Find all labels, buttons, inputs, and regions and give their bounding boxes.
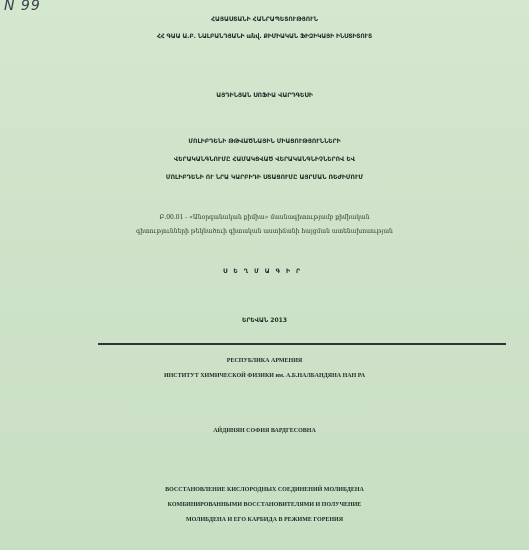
armenian-author: ԱՅԴԻՆՅԱՆ ՍՈՖԻԱ ՎԱՐԴԳԵՍԻ (216, 92, 313, 99)
armenian-title-line-3: ՄՈԼԻԲԴԵՆԻ ՈՒ ՆՐԱ ԿԱՐԲԻԴԻ ՍՏԱՑՈՒՄԸ ԱՅՐՄԱՆ ՌԵԺԻՄՈՒՄ (165, 174, 364, 181)
handwritten-corner-mark: N 99 (4, 0, 41, 14)
russian-author: АЙДИНЯН СОФИЯ ВАРДГЕСОВНА (213, 428, 316, 434)
section-divider (98, 343, 506, 345)
armenian-country: ՀԱՅԱՍՏԱՆԻ ՀԱՆՐԱՊԵՏՈՒԹՅՈՒՆ (211, 16, 318, 23)
russian-title-line-2: КОМБИНИРОВАННЫМИ ВОССТАНОВИТЕЛЯМИ И ПОЛУЧЕНИЕ (167, 502, 362, 508)
armenian-title-line-1: ՄՈԼԻԲԴԵՆԻ ԹԹՎԱԾՆԱՅԻՆ ՄԻԱՑՈՒԹՅՈՒՆՆԵՐԻ (188, 138, 341, 145)
russian-title-line-3: МОЛИБДЕНА И ЕГО КАРБИДА В РЕЖИМЕ ГОРЕНИЯ (185, 517, 344, 523)
russian-country: РЕСПУБЛИКА АРМЕНИЯ (226, 358, 303, 364)
armenian-doc-type: ՍԵՂՄԱԳԻՐ (223, 268, 306, 275)
armenian-place-year: ԵՐԵՎԱՆ 2013 (242, 317, 287, 324)
armenian-specialty-line-1: Բ.00.01 - «Անօրգանական քիմիա» մասնագիտությամբ քիմիական (159, 214, 370, 221)
armenian-title-line-2: ՎԵՐԱԿԱՆԳՆՈՒՄԸ ՀԱՄԱԿՑՎԱԾ ՎԵՐԱԿԱՆԳՆԻՉՆԵՐՈՎ ԵՎ (173, 156, 356, 163)
russian-title-line-1: ВОССТАНОВЛЕНИЕ КИСЛОРОДНЫХ СОЕДИНЕНИЙ МОЛИБДЕНА (165, 487, 364, 493)
armenian-institute: ՀՀ ԳԱԱ Ա.Բ. ՆԱԼԲԱՆԴՅԱՆԻ անվ. ՔԻՄԻԱԿԱՆ ՖԻԶԻԿԱՅԻ ԻՆՍՏԻՏՈՒՏ (156, 33, 373, 40)
russian-institute: ИНСТИТУТ ХИМИЧЕСКОЙ ФИЗИКИ им. А.Б.НАЛБАНДЯНА НАН РА (163, 373, 366, 379)
armenian-specialty-line-2: գիտությունների թեկնածուի գիտական աստիճանի հայցման ատենախոսության (136, 228, 393, 235)
